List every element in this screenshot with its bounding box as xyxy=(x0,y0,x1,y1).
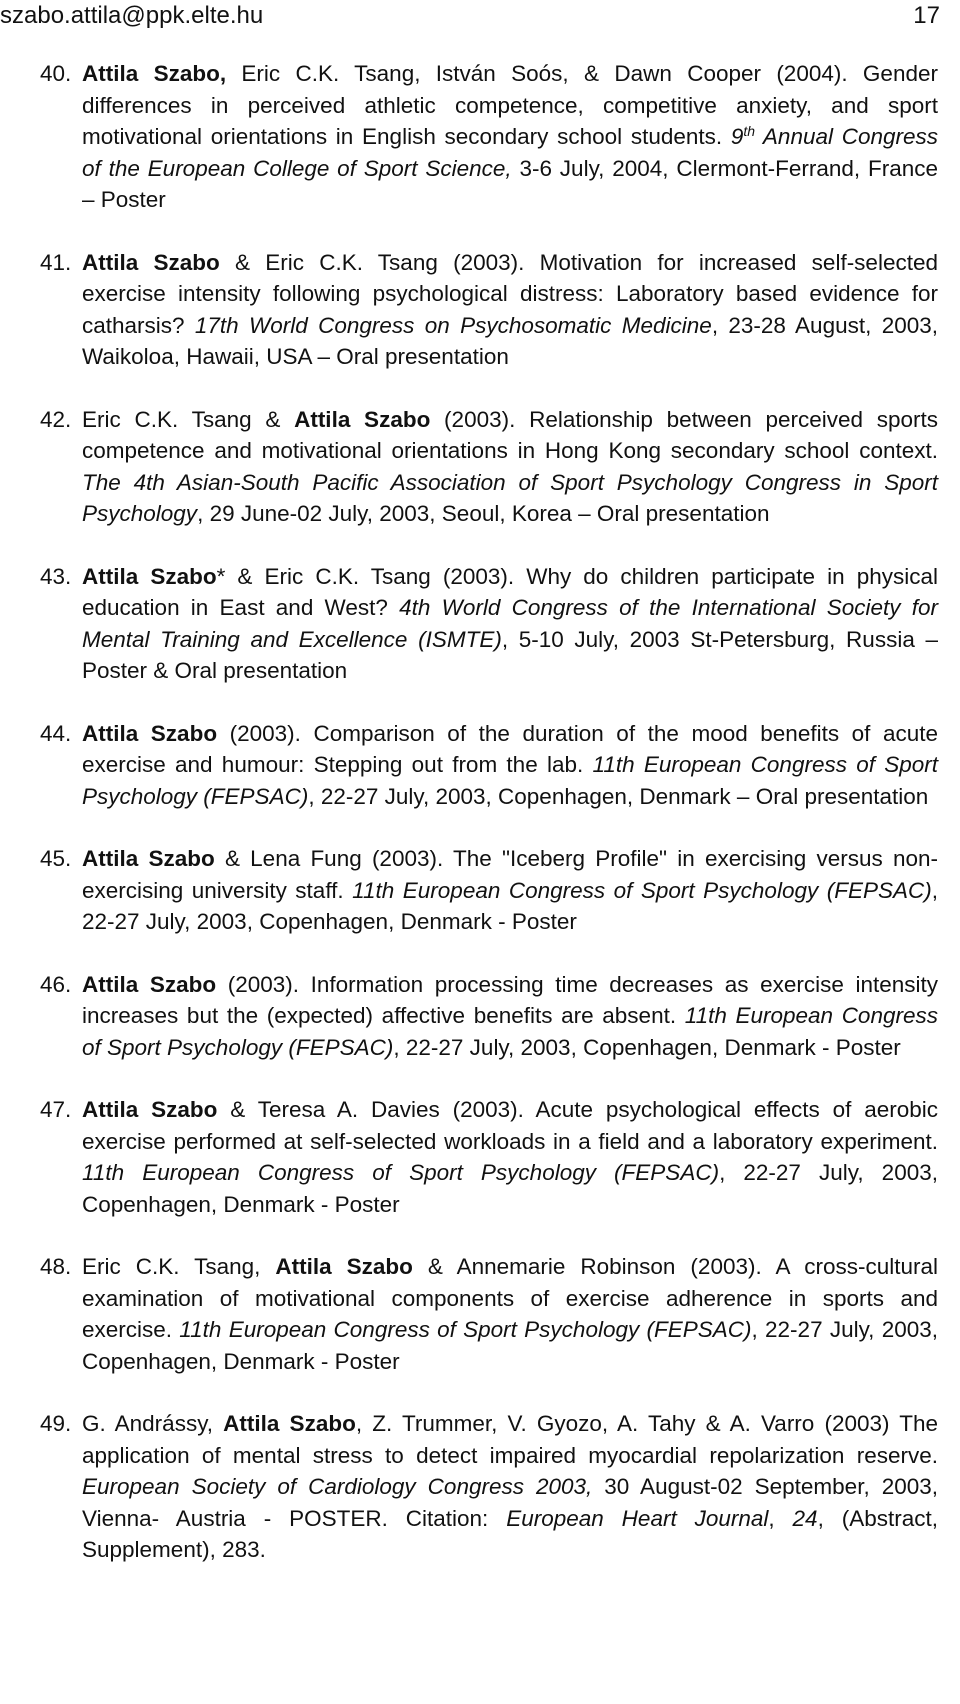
entry-details: , 29 June-02 July, 2003, Seoul, Korea – Oral presentation xyxy=(197,501,770,526)
entry-number: 40. xyxy=(40,61,72,86)
highlighted-author: Attila Szabo xyxy=(82,971,217,997)
entry-title: Why do children participate in physical education in East and West? xyxy=(82,563,938,620)
highlighted-author: Attila Szabo xyxy=(82,563,217,589)
entry-authors: & Eric C.K. Tsang (2003). xyxy=(219,249,525,275)
highlighted-author: Attila Szabo xyxy=(223,1411,356,1436)
entry-authors: & Teresa A. Davies (2003). xyxy=(217,1097,524,1122)
entry-details: , 22-27 July, 2003, Copenhagen, Denmark - Poster xyxy=(82,1317,939,1374)
entry-authors: (2003). xyxy=(216,971,300,997)
entry-venue-superscript: th xyxy=(743,123,756,139)
entry-authors: , Z. Trummer, V. Gyozo, A. Tahy & A. Varro (2003) xyxy=(355,1411,890,1436)
entry-details: , 22-27 July, 2003, Copenhagen, Denmark - Poster xyxy=(82,1160,938,1217)
highlighted-author: Attila Szabo, xyxy=(82,61,227,86)
entry-number: 46. xyxy=(40,971,72,997)
publication-entry xyxy=(40,247,938,373)
page-number: 17 xyxy=(913,2,940,29)
publication-entry xyxy=(40,1251,938,1377)
highlighted-author: Attila Szabo xyxy=(82,1097,218,1122)
entry-venue: 11th European Congress of Sport Psychology (FEPSAC) xyxy=(172,1317,752,1342)
entry-authors: * & Eric C.K. Tsang (2003). xyxy=(216,563,515,589)
entry-venue: 4th World Congress of the International Society for Mental Training and Excellence (ISMTE) xyxy=(82,595,938,652)
entry-venue: 11th European Congress of Sport Psychology (FEPSAC) xyxy=(82,1160,720,1185)
publication-entry xyxy=(40,969,938,1064)
entry-venue: 17th World Congress on Psychosomatic Medicine xyxy=(184,312,712,338)
entry-title: Comparison of the duration of the mood benefits of acute exercise and humour: Stepping out from the lab. xyxy=(82,720,938,777)
header-email: szabo.attila@ppk.elte.hu xyxy=(0,2,264,29)
entry-title: Motivation for increased self-selected exercise intensity following psychological distress: Laboratory based evidence for catharsis? xyxy=(82,249,938,338)
entry-details: , 5-10 July, 2003 St-Petersburg, Russia – Poster & Oral presentation xyxy=(82,626,938,683)
entry-authors-prefix: Eric C.K. Tsang, xyxy=(82,1254,276,1279)
entry-details: , 22-27 July, 2003, Copenhagen, Denmark - Poster xyxy=(393,1034,901,1060)
entry-number: 43. xyxy=(40,563,72,589)
publication-entry xyxy=(40,843,938,938)
entry-citation: , (Abstract, Supplement), 283. xyxy=(82,1505,938,1562)
entry-venue: 11th European Congress of Sport Psychology (FEPSAC) xyxy=(343,877,932,903)
highlighted-author: Attila Szabo xyxy=(294,406,431,432)
publication-entry xyxy=(40,404,938,530)
entry-venue: 11th European Congress of Sport Psychology (FEPSAC) xyxy=(82,752,938,809)
publication-entry xyxy=(40,718,938,813)
entry-number: 49. xyxy=(40,1411,72,1436)
publication-entry xyxy=(40,561,938,687)
entry-number: 48. xyxy=(40,1254,72,1279)
entry-title: The application of mental stress to detect impaired myocardial repolarization reserve. xyxy=(82,1411,939,1468)
entry-separator: , xyxy=(768,1505,793,1531)
entry-number: 44. xyxy=(40,720,72,746)
entry-title: Relationship between perceived sports competence and motivational orientations in Hong Kong secondary school context. xyxy=(82,406,939,463)
publication-entry xyxy=(40,1094,938,1220)
entry-details: , 23-28 August, 2003, Waikoloa, Hawaii, USA – Oral presentation xyxy=(82,312,938,369)
entry-venue: The 4th Asian-South Pacific Association of Sport Psychology Congress in Sport Psychology xyxy=(82,469,938,526)
entry-authors-prefix: G. Andrássy, xyxy=(82,1411,224,1436)
entry-details: , 22-27 July, 2003, Copenhagen, Denmark – Oral presentation xyxy=(308,783,929,809)
entry-venue: 11th European Congress of Sport Psychology (FEPSAC) xyxy=(82,1003,938,1060)
entry-details: , 22-27 July, 2003, Copenhagen, Denmark - Poster xyxy=(82,877,938,934)
entry-venue: European Society of Cardiology Congress 2003, xyxy=(82,1474,593,1499)
entry-venue: Annual Congress of the European College of Sport Science, xyxy=(82,124,938,181)
entry-title: Acute psychological effects of aerobic exercise performed at self-selected workloads in a field and a laboratory experiment. xyxy=(82,1097,938,1154)
entry-authors: & Annemarie Robinson (2003). xyxy=(412,1254,762,1279)
entry-journal: European Heart Journal xyxy=(506,1505,769,1531)
highlighted-author: Attila Szabo xyxy=(82,249,220,275)
entry-authors: (2003). xyxy=(430,406,516,432)
entry-number: 47. xyxy=(40,1097,72,1122)
entry-authors: Eric C.K. Tsang, István Soós, & Dawn Cooper (2004). xyxy=(226,61,848,86)
publication-entry xyxy=(40,1408,938,1566)
entry-authors: (2003). xyxy=(217,720,301,746)
entry-number: 41. xyxy=(40,249,72,275)
entry-number: 42. xyxy=(40,406,72,432)
entry-title: The "Iceberg Profile" in exercising versus non-exercising university staff. xyxy=(82,846,939,903)
publication-entry xyxy=(40,58,938,216)
entry-title: A cross-cultural examination of motivational components of exercise adherence in sports and exercise. xyxy=(82,1254,939,1342)
entry-number: 45. xyxy=(40,846,72,871)
publication-list xyxy=(40,58,938,1597)
entry-authors-prefix: Eric C.K. Tsang & xyxy=(82,406,295,432)
entry-volume: 24 xyxy=(792,1505,818,1531)
entry-title: Gender differences in perceived athletic competence, competitive anxiety, and sport motivational orientations in English secondary school students. xyxy=(82,61,938,149)
highlighted-author: Attila Szabo xyxy=(275,1254,413,1279)
entry-title: Information processing time decreases as exercise intensity increases but the (expected) affective benefits are absent. xyxy=(82,971,939,1028)
entry-authors: & Lena Fung (2003). xyxy=(214,846,444,871)
highlighted-author: Attila Szabo xyxy=(82,846,215,871)
entry-venue-ordinal: 9 xyxy=(722,124,744,149)
page-header xyxy=(0,0,940,36)
highlighted-author: Attila Szabo xyxy=(82,720,218,746)
entry-details: 30 August-02 September, 2003, Vienna- Austria - POSTER. Citation: xyxy=(82,1474,939,1531)
entry-details: 3-6 July, 2004, Clermont-Ferrand, France – Poster xyxy=(82,155,938,212)
